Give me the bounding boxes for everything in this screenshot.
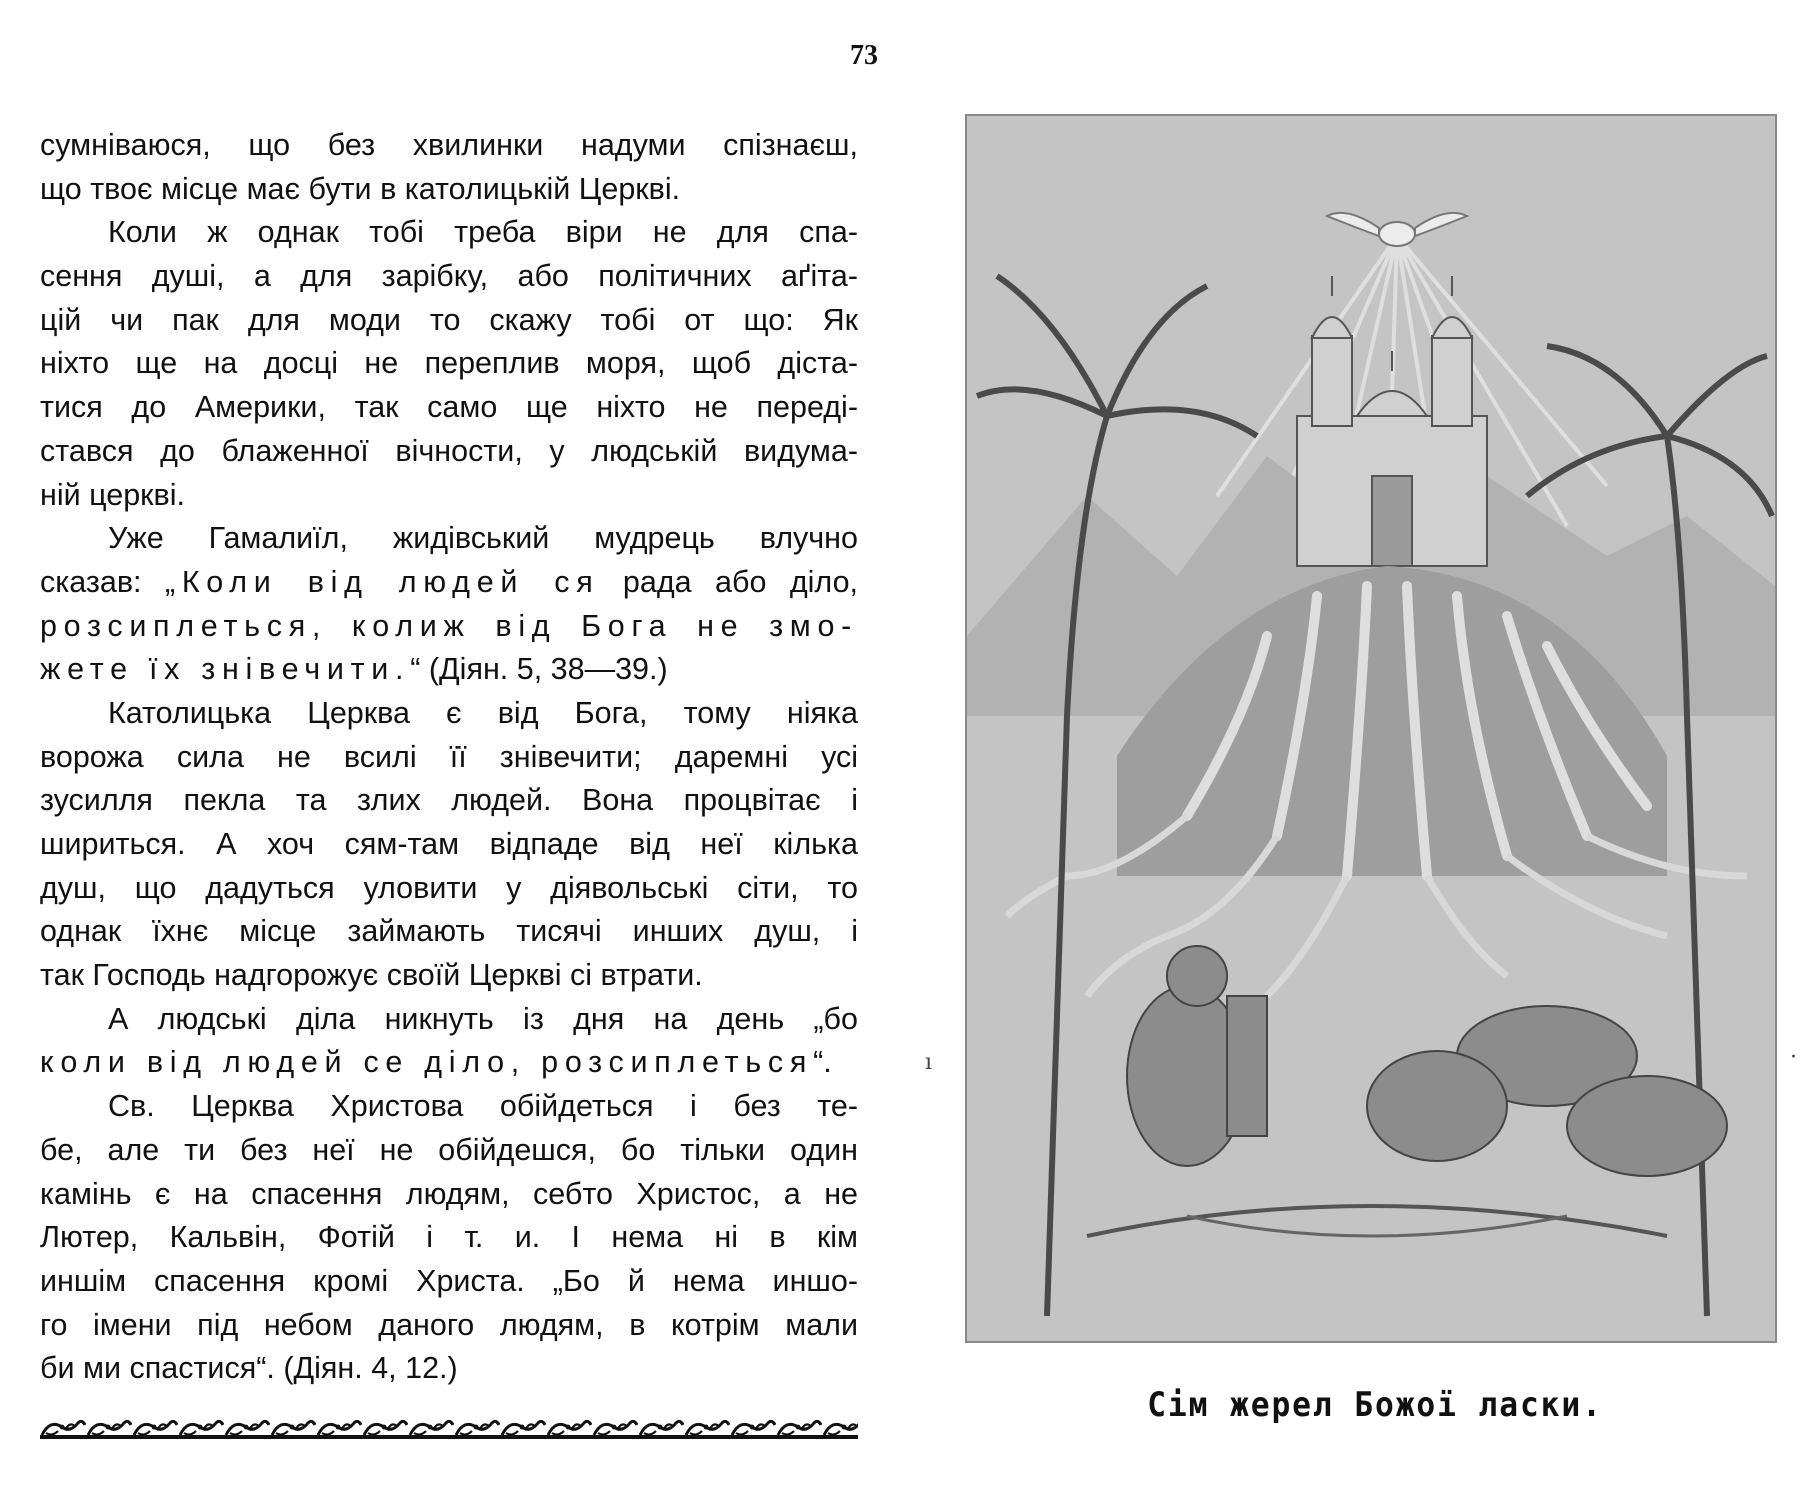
text-segment: рада або діло, xyxy=(599,564,859,599)
page-number: 73 xyxy=(850,40,878,71)
text-line: Св. Церква Христова обійдеться і без те- xyxy=(108,1089,858,1124)
decorative-border-ornament xyxy=(40,1415,858,1441)
spaced-quote-segment: коли від людей се діло, розсиплеться xyxy=(40,1045,814,1080)
text-line: ній церкві. xyxy=(40,477,185,512)
text-line: ніхто ще на досці не переплив моря, щоб діста- xyxy=(40,346,858,381)
spaced-quote-segment: жете їх знівечити. xyxy=(40,652,411,687)
text-line xyxy=(40,561,858,605)
text-segment: “ (Діян. 5, 38—39.) xyxy=(410,652,668,687)
text-line: Лютер, Кальвін, Фотій і т. и. І нема ні в кім xyxy=(40,1220,858,1255)
text-line: Уже Гамалиїл, жидівський мудрець влучно xyxy=(108,521,858,556)
text-line: зусилля пекла та злих людей. Вона процвітає і xyxy=(40,783,858,818)
text-line: сумніваюся, що без хвилинки надуми спізнаєш, xyxy=(40,128,858,162)
text-line: иншім спасення кромі Христа. „Бо й нема иншо- xyxy=(40,1263,858,1298)
text-segment: сказав: xyxy=(40,564,165,599)
spaced-quote-segment: „Коли від людей ся xyxy=(164,564,600,599)
text-line: камінь є на спасення людям, себто Христос, а не xyxy=(40,1176,858,1211)
text-line: Коли ж однак тобі треба віри не для спа- xyxy=(108,215,858,250)
text-line xyxy=(40,1041,858,1085)
body-text xyxy=(40,124,858,1391)
illustration-seven-springs xyxy=(965,114,1777,1343)
text-line: би ми спастися“. (Діян. 4, 12.) xyxy=(40,1351,458,1386)
text-line: цій чи пак для моди то скажу тобі от що: Як xyxy=(40,302,858,337)
text-line: сення душі, а для зарібку, або політичних аґіта- xyxy=(40,259,858,294)
text-line: Католицька Церква є від Бога, тому ніяка xyxy=(108,695,858,730)
text-line: душ, що дадуться уловити у діявольські сіти, то xyxy=(40,870,858,905)
margin-mark-left: ı xyxy=(925,1050,933,1075)
left-page xyxy=(40,30,878,1470)
text-segment: “. xyxy=(813,1045,832,1080)
text-line: ворожа сила не всилі її знівечити; даремні усі xyxy=(40,739,858,774)
illustration-caption: Сім жерел Божої ласки. xyxy=(1147,1385,1603,1425)
right-page xyxy=(940,100,1810,1480)
text-line: так Господь надгорожує своїй Церкві сі втрати. xyxy=(40,958,703,993)
margin-mark-right: · xyxy=(1790,1045,1797,1070)
text-line: стався до блаженної вічности, у людській видума- xyxy=(40,433,858,468)
text-line: бе, але ти без неї не обійдешся, бо тільки один xyxy=(40,1132,858,1167)
text-line: однак їхнє місце займають тисячі инших душ, і xyxy=(40,914,858,949)
text-line: А людські діла никнуть із дня на день „бо xyxy=(108,1001,858,1036)
text-line: тися до Америки, так само ще ніхто не переді- xyxy=(40,390,858,425)
text-line xyxy=(40,648,858,692)
text-line xyxy=(40,605,858,649)
engraving-image xyxy=(967,116,1775,1341)
text-line: що твоє місце має бути в католицькій Церкві. xyxy=(40,171,681,206)
spaced-quote-segment: розсиплеться, колиж від Бога не змо- xyxy=(40,608,858,643)
text-line: шириться. А хоч сям-там відпаде від неї кілька xyxy=(40,827,858,861)
text-line: го імени під небом даного людям, в котрім мали xyxy=(40,1307,858,1342)
